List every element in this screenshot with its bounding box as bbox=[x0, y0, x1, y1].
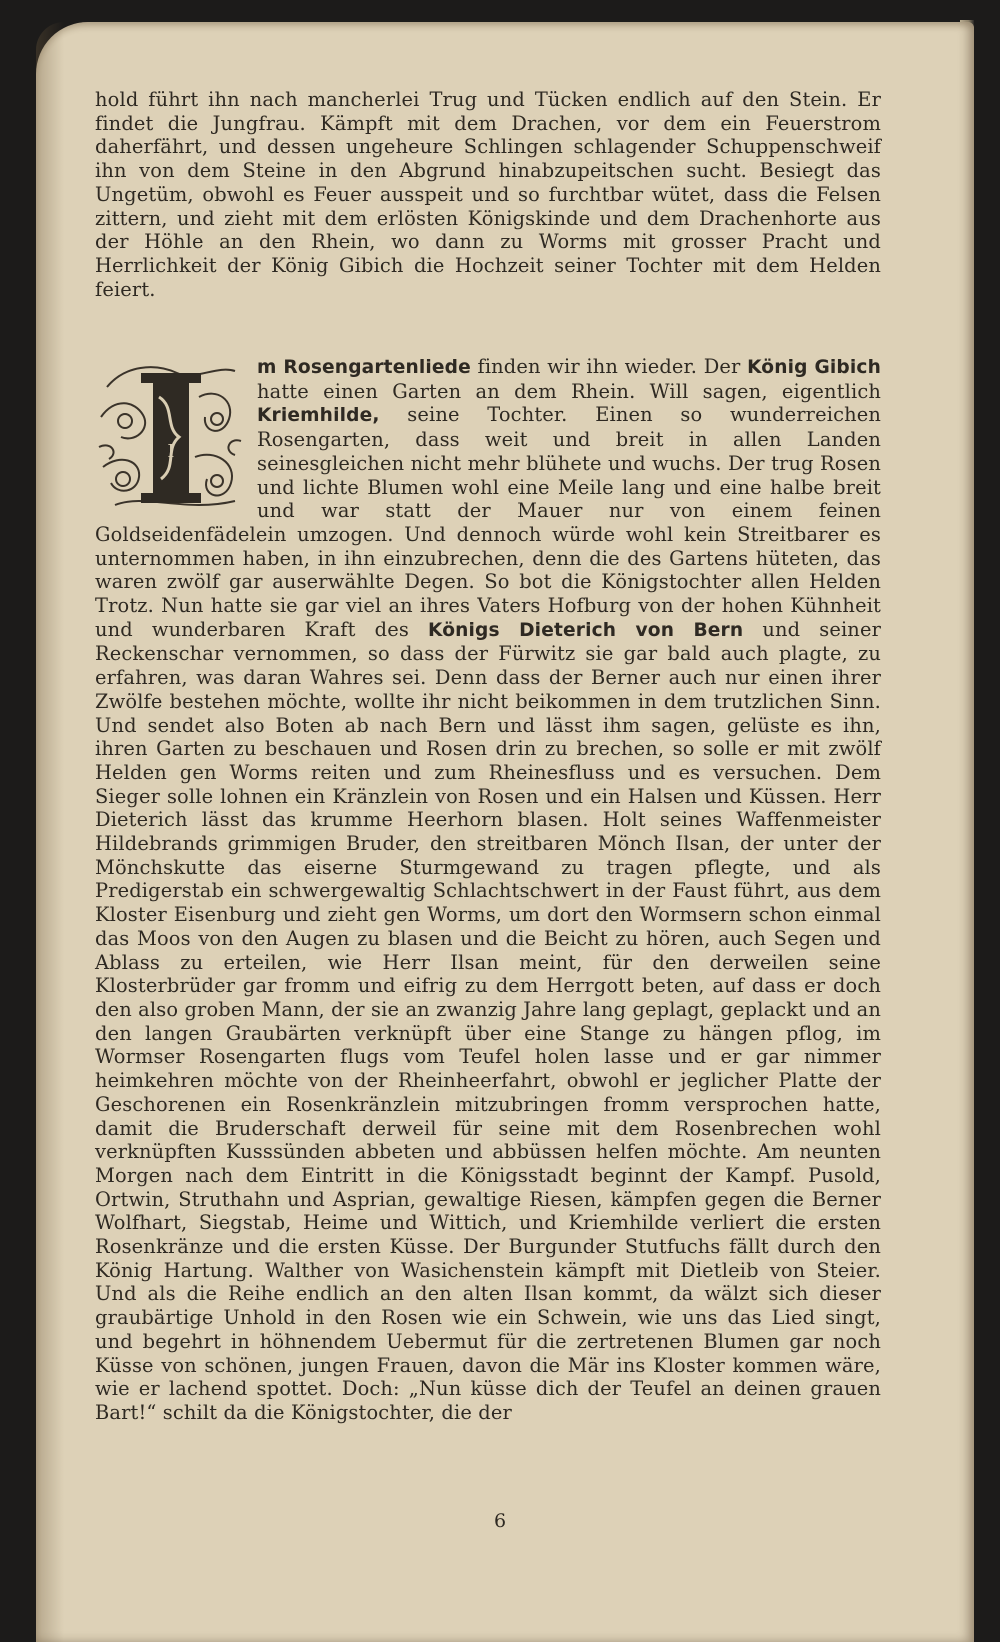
paragraph-2-text bbox=[95, 355, 881, 1425]
ornamental-initial bbox=[95, 357, 245, 515]
text-run-1: finden wir ihn wieder. Der bbox=[470, 355, 748, 378]
spine-shadow bbox=[36, 22, 64, 1642]
lead-title: m Rosengartenliede bbox=[257, 357, 471, 378]
bold-name-gibich: König Gibich bbox=[747, 357, 881, 378]
paragraph-2 bbox=[95, 355, 881, 1425]
text-run-3: seine Tochter. Einen so wunderreichen Rosengarten, dass weit und breit in allen Landen seinesgleichen nicht mehr blühete und wuchs. Der trug Rosen und lichte Blumen wohl eine Meile lang und eine halbe breit und war statt der Mauer nur von einem feinen Goldseidenfädelein umzogen. Und dennoch würde wohl kein Streitbarer es unternommen haben, in ihn einzubrechen, denn die des Gartens hüteten, das waren zwölf gar auserwählte Degen. So bot die Königstochter allen Helden Trotz. Nun hatte sie gar viel an ihres Vaters Hofburg von der hohen Kühnheit und wunderbaren Kraft des bbox=[95, 403, 881, 641]
bold-name-dieterich: Königs Dieterich von Bern bbox=[427, 619, 744, 641]
paragraph-1 bbox=[95, 88, 881, 301]
initial-letter: I bbox=[167, 441, 175, 462]
ornamental-initial-icon bbox=[95, 357, 245, 515]
text-run-4: und seiner Reckenschar vernommen, so dass der Fürwitz sie gar bald auch plagte, zu erfahren, was daran Wahres sei. Denn dass der Berner auch nur einen ihrer Zwölfe bestehen möchte, wollte ihr nicht beikommen in dem trutzlichen Sinn. Und sendet also Boten ab nach Bern und lässt ihm sagen, gelüste es ihn, ihren Garten zu beschauen und Rosen drin zu brechen, so solle er mit zwölf Helden gen Worms reiten und zum Rheinesfluss und es versuchen. Dem Sieger solle lohnen ein Kränzlein von Rosen und ein Halsen und Küssen. Herr Dieterich lässt das krumme Heerhorn blasen. Holt seines Waffenmeister Hildebrands grimmigen Bruder, den streitbaren Mönch Ilsan, der unter der Mönchskutte das eiserne Sturmgewand zu tragen pflegte, und als Predigerstab ein schwergewaltig Schlachtschwert in der Faust führt, aus dem Kloster Eisenburg und zieht gen Worms, um dort den Wormsern schon einmal das Moos von den Augen zu blasen und die Beicht zu hören, auch Segen und Ablass zu erteilen, wie Herr Ilsan meint, für den derweilen seine Klosterbrüder gar fromm und eifrig zu dem Herrgott beten, auf dass er doch den also groben Mann, der sie an zwanzig Jahre lang geplagt, geplackt und an den langen Graubärten verknüpft über eine Stange zu hängen pflog, im Wormser Rosengarten flugs vom Teufel holen lasse und er gar nimmer heimkehren möchte von der Rheinheerfahrt, obwohl er jeglicher Platte der Geschorenen ein Rosenkränzlein mitzubringen fromm versprochen hatte, damit die Bruderschaft derweil für seine mit dem Rosenbrechen wohl verknüpften Kusssünden abbeten und abbüssen helfen möchte. Am neunten Morgen nach dem Eintritt in die Königsstadt beginnt der Kampf. Pusold, Ortwin, Struthahn und Asprian, gewaltige Riesen, kämpfen gegen die Berner Wolfhart, Siegstab, Heime und Wittich, und Kriemhilde verliert die ersten Rosenkränze und die ersten Küsse. Der Burgunder Stutfuchs fällt durch den König Hartung. Walther von Wasichenstein kämpft mit Dietleib von Steier. Und als die Reihe endlich an den alten Ilsan kommt, da wälzt sich dieser graubärtige Unhold in den Rosen wie ein Schwein, wie uns das Lied singt, und begehrt in höhnendem Uebermut für die zertretenen Blumen gar noch Küsse von schönen, jungen Frauen, davon die Mär ins Kloster kommen wäre, wie er lachend spottet. Doch: „Nun küsse dich der Teufel an deinen grauen Bart!“ schilt da die Königstochter, die der bbox=[95, 617, 881, 1424]
page-number: 6 bbox=[493, 1510, 507, 1532]
bold-name-kriemhilde: Kriemhilde, bbox=[257, 405, 380, 427]
paragraph-1-text: hold führt ihn nach mancherlei Trug und Tücken endlich auf den Stein. Er findet die Jungfrau. Kämpft mit dem Drachen, vor dem ein Feuerstrom daherfährt, und dessen ungeheure Schlingen schlagender Schuppenschweif ihn von dem Steine in den Abgrund hinabzupeitschen sucht. Besiegt das Ungetüm, obwohl es Feuer ausspeit und so furchtbar wütet, dass die Felsen zittern, und zieht mit dem erlösten Königskinde und dem Drachenhorte aus der Höhle an den Rhein, wo dann zu Worms mit grosser Pracht und Herrlichkeit der König Gibich die Hochzeit seiner Tochter mit dem Helden feiert. bbox=[95, 88, 881, 301]
text-run-2: hatte einen Garten an dem Rhein. Will sagen, eigentlich bbox=[257, 379, 881, 403]
